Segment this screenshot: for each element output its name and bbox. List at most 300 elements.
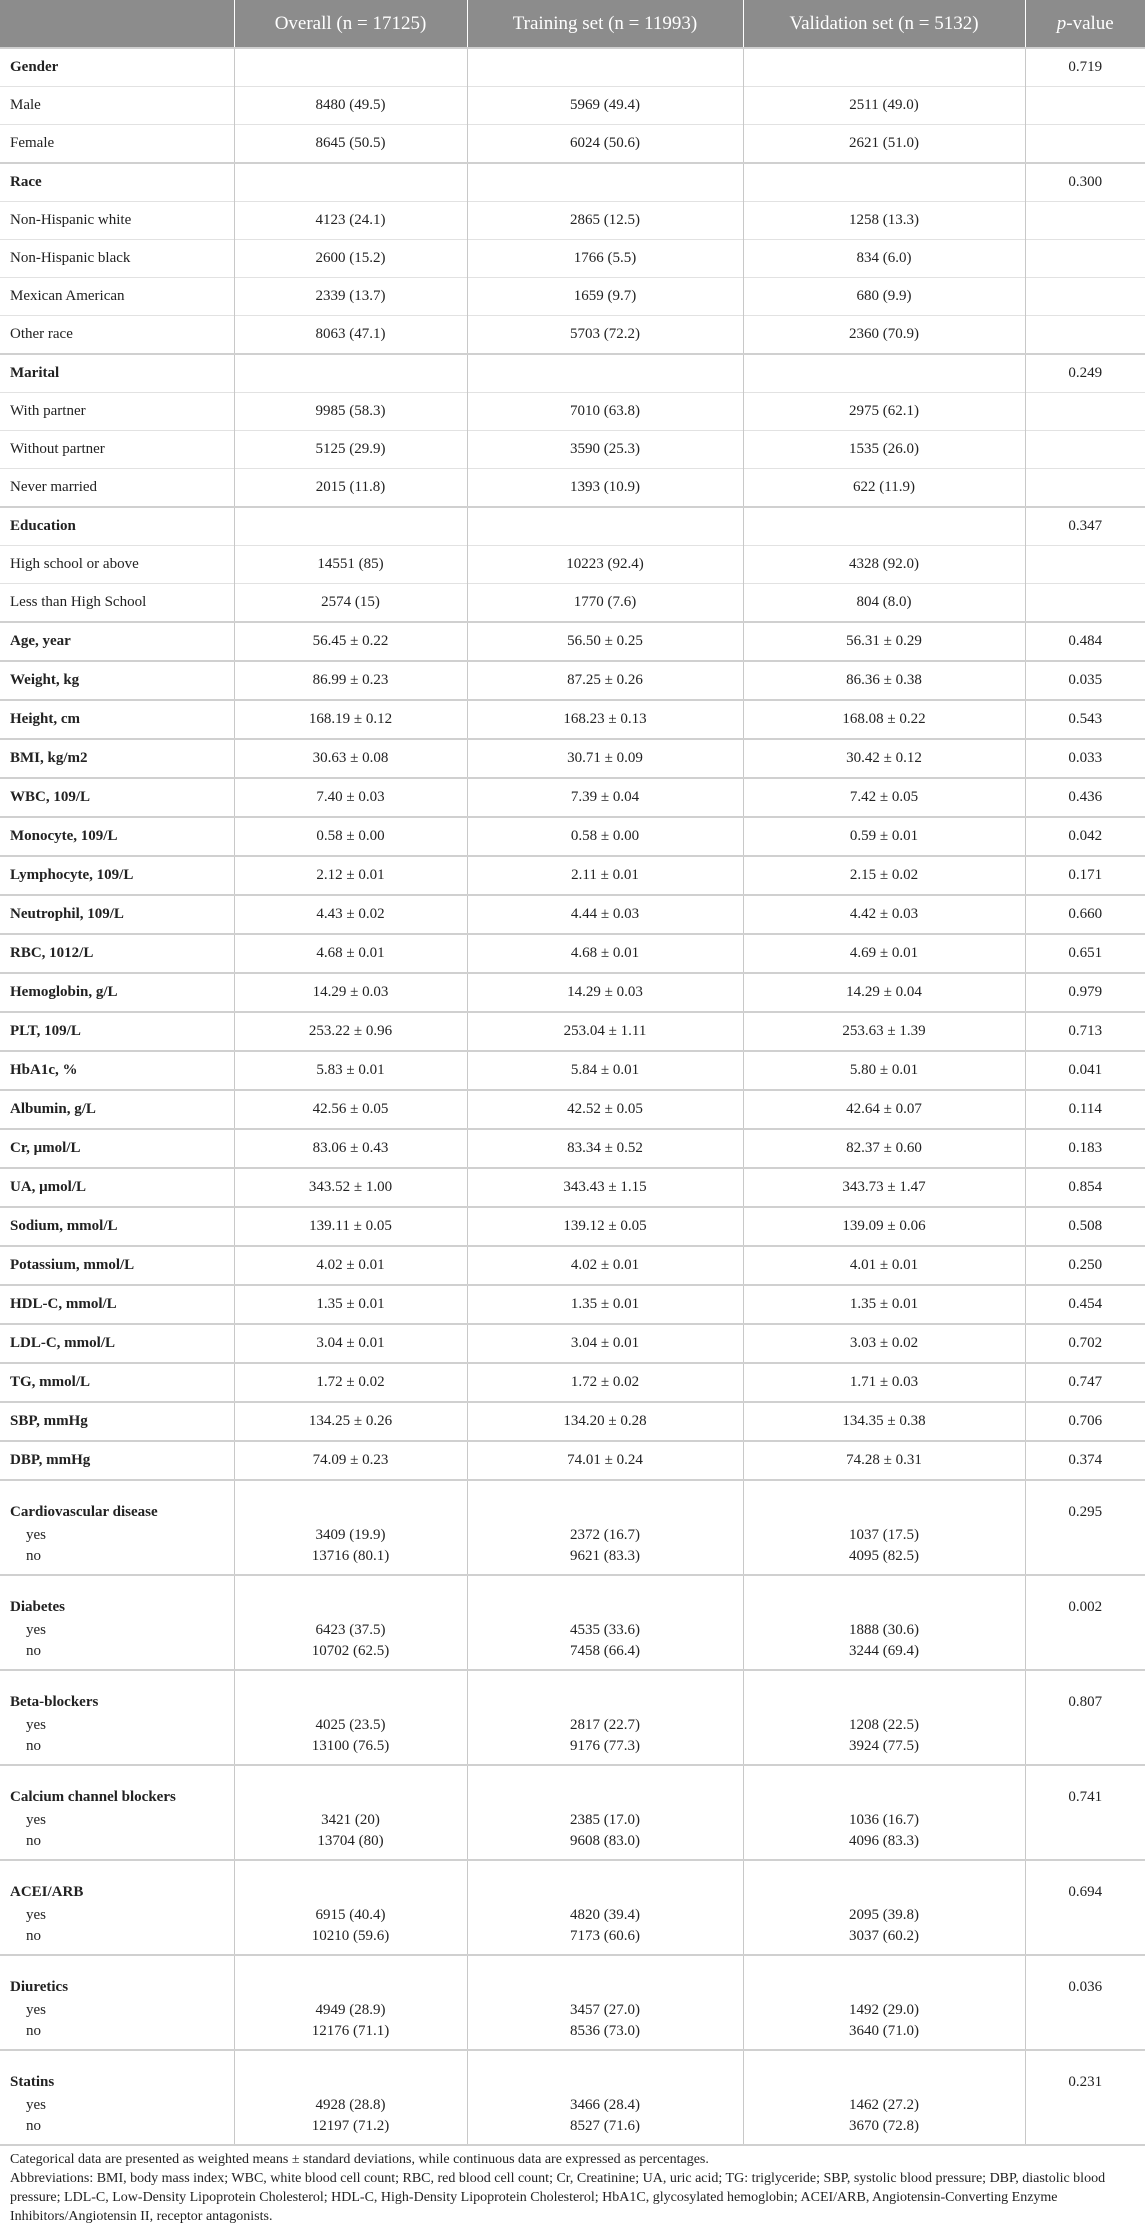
variable-label: Lymphocyte, 109/L	[0, 856, 234, 895]
header-p-letter: p	[1056, 12, 1067, 34]
p-value-cell: 0.719	[1025, 48, 1145, 87]
header-validation: Validation set (n = 5132)	[743, 0, 1025, 48]
empty-cell	[1025, 125, 1145, 164]
validation-cell: 4.69 ± 0.01	[743, 934, 1025, 973]
training-cell: 0.58 ± 0.00	[467, 817, 743, 856]
empty-cell	[1025, 1523, 1145, 1548]
category-row	[0, 393, 1145, 431]
training-cell: 1659 (9.7)	[467, 278, 743, 316]
overall-cell: 14551 (85)	[234, 546, 467, 584]
overall-cell: 12197 (71.2)	[234, 2118, 467, 2144]
overall-cell: 10210 (59.6)	[234, 1928, 467, 1955]
empty-cell	[1025, 240, 1145, 278]
binary-yes-row	[0, 1713, 1145, 1738]
training-cell: 4820 (39.4)	[467, 1903, 743, 1928]
p-value-cell: 0.347	[1025, 507, 1145, 546]
group-label: Diabetes	[0, 1575, 234, 1618]
validation-cell: 14.29 ± 0.04	[743, 973, 1025, 1012]
overall-cell: 14.29 ± 0.03	[234, 973, 467, 1012]
overall-cell: 253.22 ± 0.96	[234, 1012, 467, 1051]
p-value-cell: 0.114	[1025, 1090, 1145, 1129]
p-value-cell: 0.171	[1025, 856, 1145, 895]
continuous-row	[0, 700, 1145, 739]
empty-cell	[467, 1670, 743, 1713]
training-cell: 9176 (77.3)	[467, 1738, 743, 1765]
training-cell: 8527 (71.6)	[467, 2118, 743, 2144]
variable-label: Age, year	[0, 622, 234, 661]
continuous-row	[0, 1402, 1145, 1441]
empty-cell	[234, 354, 467, 393]
category-label: no	[26, 1833, 41, 1849]
variable-label: Hemoglobin, g/L	[0, 973, 234, 1012]
continuous-row	[0, 1246, 1145, 1285]
training-cell: 4.68 ± 0.01	[467, 934, 743, 973]
empty-cell	[1025, 1738, 1145, 1765]
p-value-cell: 0.035	[1025, 661, 1145, 700]
training-cell: 134.20 ± 0.28	[467, 1402, 743, 1441]
empty-cell	[1025, 202, 1145, 240]
overall-cell: 10702 (62.5)	[234, 1643, 467, 1670]
validation-cell: 3.03 ± 0.02	[743, 1324, 1025, 1363]
validation-cell: 3640 (71.0)	[743, 2023, 1025, 2050]
training-cell: 1766 (5.5)	[467, 240, 743, 278]
overall-cell: 12176 (71.1)	[234, 2023, 467, 2050]
variable-label: Cr, μmol/L	[0, 1129, 234, 1168]
variable-label: Height, cm	[0, 700, 234, 739]
validation-cell: 3924 (77.5)	[743, 1738, 1025, 1765]
training-cell: 2.11 ± 0.01	[467, 856, 743, 895]
overall-cell: 5.83 ± 0.01	[234, 1051, 467, 1090]
overall-cell: 30.63 ± 0.08	[234, 739, 467, 778]
variable-label: TG, mmol/L	[0, 1363, 234, 1402]
training-cell: 74.01 ± 0.24	[467, 1441, 743, 1480]
validation-cell: 3244 (69.4)	[743, 1643, 1025, 1670]
variable-label: SBP, mmHg	[0, 1402, 234, 1441]
group-label: ACEI/ARB	[0, 1860, 234, 1903]
continuous-row	[0, 778, 1145, 817]
overall-cell: 4949 (28.9)	[234, 1998, 467, 2023]
empty-cell	[467, 354, 743, 393]
variable-label: HDL-C, mmol/L	[0, 1285, 234, 1324]
category-label: no	[26, 1643, 41, 1659]
p-value-cell: 0.295	[1025, 1480, 1145, 1523]
binary-group-header-row	[0, 1955, 1145, 1998]
empty-cell	[743, 1860, 1025, 1903]
variable-label: RBC, 1012/L	[0, 934, 234, 973]
training-cell: 139.12 ± 0.05	[467, 1207, 743, 1246]
empty-cell	[1025, 469, 1145, 508]
table-header-row	[0, 0, 1145, 48]
empty-cell	[1025, 2023, 1145, 2050]
continuous-row	[0, 1168, 1145, 1207]
continuous-row	[0, 1285, 1145, 1324]
empty-cell	[743, 48, 1025, 87]
overall-cell: 0.58 ± 0.00	[234, 817, 467, 856]
validation-cell: 0.59 ± 0.01	[743, 817, 1025, 856]
category-row	[0, 240, 1145, 278]
validation-cell: 168.08 ± 0.22	[743, 700, 1025, 739]
empty-cell	[467, 1480, 743, 1523]
empty-cell	[467, 163, 743, 202]
validation-cell: 134.35 ± 0.38	[743, 1402, 1025, 1441]
category-row	[0, 202, 1145, 240]
p-value-cell: 0.183	[1025, 1129, 1145, 1168]
header-variable	[0, 0, 234, 48]
validation-cell: 2095 (39.8)	[743, 1903, 1025, 1928]
validation-cell: 2360 (70.9)	[743, 316, 1025, 355]
overall-cell: 9985 (58.3)	[234, 393, 467, 431]
category-label: no	[26, 2023, 41, 2039]
category-label: yes	[26, 1622, 46, 1638]
category-label: no	[26, 1738, 41, 1754]
empty-cell	[467, 48, 743, 87]
empty-cell	[467, 1955, 743, 1998]
training-cell: 8536 (73.0)	[467, 2023, 743, 2050]
validation-cell: 4.42 ± 0.03	[743, 895, 1025, 934]
group-label: Gender	[0, 48, 234, 87]
overall-cell: 2339 (13.7)	[234, 278, 467, 316]
overall-cell: 13716 (80.1)	[234, 1548, 467, 1575]
category-label: With partner	[0, 393, 234, 431]
overall-cell: 8645 (50.5)	[234, 125, 467, 164]
binary-no-row	[0, 1928, 1145, 1955]
category-row	[0, 316, 1145, 355]
variable-label: WBC, 109/L	[0, 778, 234, 817]
category-label: Male	[0, 87, 234, 125]
empty-cell	[743, 1575, 1025, 1618]
validation-cell: 1462 (27.2)	[743, 2093, 1025, 2118]
overall-cell: 83.06 ± 0.43	[234, 1129, 467, 1168]
p-value-cell: 0.041	[1025, 1051, 1145, 1090]
category-label: High school or above	[0, 546, 234, 584]
overall-cell: 2574 (15)	[234, 584, 467, 623]
binary-yes-row	[0, 1998, 1145, 2023]
category-label: no	[26, 1548, 41, 1564]
empty-cell	[234, 1860, 467, 1903]
training-cell: 3.04 ± 0.01	[467, 1324, 743, 1363]
binary-no-row	[0, 1738, 1145, 1765]
continuous-row	[0, 739, 1145, 778]
variable-label: Monocyte, 109/L	[0, 817, 234, 856]
validation-cell: 622 (11.9)	[743, 469, 1025, 508]
training-cell: 7458 (66.4)	[467, 1643, 743, 1670]
validation-cell: 4.01 ± 0.01	[743, 1246, 1025, 1285]
training-cell: 1.72 ± 0.02	[467, 1363, 743, 1402]
overall-cell: 13100 (76.5)	[234, 1738, 467, 1765]
variable-label: Neutrophil, 109/L	[0, 895, 234, 934]
empty-cell	[234, 507, 467, 546]
overall-cell: 1.72 ± 0.02	[234, 1363, 467, 1402]
validation-cell: 2.15 ± 0.02	[743, 856, 1025, 895]
empty-cell	[234, 1480, 467, 1523]
overall-cell: 13704 (80)	[234, 1833, 467, 1860]
binary-yes-row	[0, 1808, 1145, 1833]
training-cell: 30.71 ± 0.09	[467, 739, 743, 778]
continuous-row	[0, 1012, 1145, 1051]
training-cell: 4.44 ± 0.03	[467, 895, 743, 934]
continuous-row	[0, 1441, 1145, 1480]
continuous-row	[0, 934, 1145, 973]
continuous-row	[0, 895, 1145, 934]
header-p-value	[1025, 0, 1145, 48]
variable-label: PLT, 109/L	[0, 1012, 234, 1051]
category-label: yes	[26, 1717, 46, 1733]
overall-cell: 4.68 ± 0.01	[234, 934, 467, 973]
category-label: Mexican American	[0, 278, 234, 316]
overall-cell: 168.19 ± 0.12	[234, 700, 467, 739]
continuous-row	[0, 1207, 1145, 1246]
group-label: Statins	[0, 2050, 234, 2093]
validation-cell: 42.64 ± 0.07	[743, 1090, 1025, 1129]
binary-no-row	[0, 1833, 1145, 1860]
overall-cell: 343.52 ± 1.00	[234, 1168, 467, 1207]
variable-label: LDL-C, mmol/L	[0, 1324, 234, 1363]
variable-label: UA, μmol/L	[0, 1168, 234, 1207]
category-label: no	[26, 1928, 41, 1944]
binary-no-row	[0, 1643, 1145, 1670]
empty-cell	[1025, 2093, 1145, 2118]
p-value-cell: 0.713	[1025, 1012, 1145, 1051]
training-cell: 7173 (60.6)	[467, 1928, 743, 1955]
training-cell: 4535 (33.6)	[467, 1618, 743, 1643]
p-value-cell: 0.042	[1025, 817, 1145, 856]
continuous-row	[0, 856, 1145, 895]
overall-cell: 86.99 ± 0.23	[234, 661, 467, 700]
empty-cell	[743, 163, 1025, 202]
empty-cell	[743, 1480, 1025, 1523]
validation-cell: 1037 (17.5)	[743, 1523, 1025, 1548]
binary-group-header-row	[0, 2050, 1145, 2093]
overall-cell: 5125 (29.9)	[234, 431, 467, 469]
header-p-suffix: -value	[1066, 12, 1114, 34]
footnote-data-description: Categorical data are presented as weighted means ± standard deviations, while continuous data are expressed as percentages.	[10, 2152, 709, 2167]
p-value-cell: 0.484	[1025, 622, 1145, 661]
validation-cell: 4095 (82.5)	[743, 1548, 1025, 1575]
training-cell: 10223 (92.4)	[467, 546, 743, 584]
binary-group-header-row	[0, 1480, 1145, 1523]
continuous-row	[0, 1363, 1145, 1402]
category-label: yes	[26, 2097, 46, 2113]
validation-cell: 2621 (51.0)	[743, 125, 1025, 164]
validation-cell: 86.36 ± 0.38	[743, 661, 1025, 700]
group-label: Marital	[0, 354, 234, 393]
validation-cell: 3037 (60.2)	[743, 1928, 1025, 1955]
category-label: Never married	[0, 469, 234, 508]
category-row	[0, 87, 1145, 125]
category-label: Female	[0, 125, 234, 164]
group-label: Diuretics	[0, 1955, 234, 1998]
continuous-row	[0, 661, 1145, 700]
validation-cell: 3670 (72.8)	[743, 2118, 1025, 2144]
group-label: Cardiovascular disease	[0, 1480, 234, 1523]
p-value-cell: 0.436	[1025, 778, 1145, 817]
p-value-cell: 0.374	[1025, 1441, 1145, 1480]
p-value-cell: 0.854	[1025, 1168, 1145, 1207]
validation-cell: 1888 (30.6)	[743, 1618, 1025, 1643]
overall-cell: 56.45 ± 0.22	[234, 622, 467, 661]
header-overall: Overall (n = 17125)	[234, 0, 467, 48]
training-cell: 1770 (7.6)	[467, 584, 743, 623]
training-cell: 3590 (25.3)	[467, 431, 743, 469]
empty-cell	[1025, 87, 1145, 125]
continuous-row	[0, 1324, 1145, 1363]
validation-cell: 7.42 ± 0.05	[743, 778, 1025, 817]
validation-cell: 680 (9.9)	[743, 278, 1025, 316]
binary-no-row	[0, 1548, 1145, 1575]
empty-cell	[1025, 1713, 1145, 1738]
category-label: Less than High School	[0, 584, 234, 623]
overall-cell: 2600 (15.2)	[234, 240, 467, 278]
validation-cell: 804 (8.0)	[743, 584, 1025, 623]
p-value-cell: 0.508	[1025, 1207, 1145, 1246]
overall-cell: 42.56 ± 0.05	[234, 1090, 467, 1129]
empty-cell	[1025, 1808, 1145, 1833]
category-row	[0, 431, 1145, 469]
training-cell: 5969 (49.4)	[467, 87, 743, 125]
footnote-abbreviations: Abbreviations: BMI, body mass index; WBC, white blood cell count; RBC, red blood cell count; Cr, Creatinine; UA, uric acid; TG: triglyceride; SBP, systolic blood pressure; DBP, diastolic blood pressure; LDL-C, Low-Density Lipoprotein Cholesterol; HDL-C, High-Density Lipoprotein Cholesterol; HbA1C, glycosylated hemoglobin; ACEI/ARB, Angiotensin-Converting Enzyme Inhibitors/Angiotensin II, receptor antagonists.	[10, 2171, 1106, 2224]
training-cell: 5.84 ± 0.01	[467, 1051, 743, 1090]
empty-cell	[1025, 584, 1145, 623]
variable-label: BMI, kg/m2	[0, 739, 234, 778]
binary-yes-row	[0, 2093, 1145, 2118]
overall-cell: 3409 (19.9)	[234, 1523, 467, 1548]
table-body	[0, 48, 1145, 2144]
empty-cell	[467, 1860, 743, 1903]
empty-cell	[743, 507, 1025, 546]
category-label: yes	[26, 2002, 46, 2018]
overall-cell: 4.02 ± 0.01	[234, 1246, 467, 1285]
p-value-cell: 0.033	[1025, 739, 1145, 778]
binary-yes-row	[0, 1903, 1145, 1928]
p-value-cell: 0.231	[1025, 2050, 1145, 2093]
validation-cell: 5.80 ± 0.01	[743, 1051, 1025, 1090]
binary-no-row	[0, 2118, 1145, 2144]
group-label: Beta-blockers	[0, 1670, 234, 1713]
p-value-cell: 0.300	[1025, 163, 1145, 202]
validation-cell: 1.35 ± 0.01	[743, 1285, 1025, 1324]
p-value-cell: 0.706	[1025, 1402, 1145, 1441]
empty-cell	[1025, 1833, 1145, 1860]
empty-cell	[467, 1765, 743, 1808]
category-label: Without partner	[0, 431, 234, 469]
binary-yes-row	[0, 1523, 1145, 1548]
empty-cell	[1025, 393, 1145, 431]
training-cell: 14.29 ± 0.03	[467, 973, 743, 1012]
training-cell: 2817 (22.7)	[467, 1713, 743, 1738]
validation-cell: 1.71 ± 0.03	[743, 1363, 1025, 1402]
p-value-cell: 0.807	[1025, 1670, 1145, 1713]
category-label: yes	[26, 1812, 46, 1828]
empty-cell	[1025, 278, 1145, 316]
empty-cell	[234, 1955, 467, 1998]
variable-label: Albumin, g/L	[0, 1090, 234, 1129]
p-value-cell: 0.694	[1025, 1860, 1145, 1903]
empty-cell	[1025, 1903, 1145, 1928]
category-label: yes	[26, 1527, 46, 1543]
category-row	[0, 546, 1145, 584]
empty-cell	[1025, 1643, 1145, 1670]
overall-cell: 139.11 ± 0.05	[234, 1207, 467, 1246]
training-cell: 253.04 ± 1.11	[467, 1012, 743, 1051]
validation-cell: 56.31 ± 0.29	[743, 622, 1025, 661]
category-row	[0, 469, 1145, 508]
overall-cell: 6915 (40.4)	[234, 1903, 467, 1928]
empty-cell	[1025, 1548, 1145, 1575]
empty-cell	[234, 1765, 467, 1808]
empty-cell	[743, 354, 1025, 393]
validation-cell: 82.37 ± 0.60	[743, 1129, 1025, 1168]
empty-cell	[234, 163, 467, 202]
p-value-cell: 0.741	[1025, 1765, 1145, 1808]
p-value-cell: 0.250	[1025, 1246, 1145, 1285]
empty-cell	[467, 507, 743, 546]
overall-cell: 3421 (20)	[234, 1808, 467, 1833]
empty-cell	[743, 1765, 1025, 1808]
category-row	[0, 278, 1145, 316]
p-value-cell: 0.979	[1025, 973, 1145, 1012]
continuous-row	[0, 973, 1145, 1012]
group-header-row	[0, 48, 1145, 87]
validation-cell: 1036 (16.7)	[743, 1808, 1025, 1833]
overall-cell: 8480 (49.5)	[234, 87, 467, 125]
empty-cell	[1025, 316, 1145, 355]
training-cell: 2372 (16.7)	[467, 1523, 743, 1548]
validation-cell: 30.42 ± 0.12	[743, 739, 1025, 778]
p-value-cell: 0.651	[1025, 934, 1145, 973]
empty-cell	[743, 1670, 1025, 1713]
p-value-cell: 0.543	[1025, 700, 1145, 739]
validation-cell: 74.28 ± 0.31	[743, 1441, 1025, 1480]
training-cell: 3466 (28.4)	[467, 2093, 743, 2118]
training-cell: 5703 (72.2)	[467, 316, 743, 355]
training-cell: 1393 (10.9)	[467, 469, 743, 508]
training-cell: 343.43 ± 1.15	[467, 1168, 743, 1207]
training-cell: 56.50 ± 0.25	[467, 622, 743, 661]
empty-cell	[743, 1955, 1025, 1998]
validation-cell: 2975 (62.1)	[743, 393, 1025, 431]
training-cell: 6024 (50.6)	[467, 125, 743, 164]
validation-cell: 1535 (26.0)	[743, 431, 1025, 469]
overall-cell: 4025 (23.5)	[234, 1713, 467, 1738]
training-cell: 7.39 ± 0.04	[467, 778, 743, 817]
empty-cell	[467, 2050, 743, 2093]
validation-cell: 4328 (92.0)	[743, 546, 1025, 584]
category-row	[0, 584, 1145, 623]
overall-cell: 4.43 ± 0.02	[234, 895, 467, 934]
training-cell: 2865 (12.5)	[467, 202, 743, 240]
overall-cell: 134.25 ± 0.26	[234, 1402, 467, 1441]
empty-cell	[1025, 1618, 1145, 1643]
p-value-cell: 0.702	[1025, 1324, 1145, 1363]
overall-cell: 3.04 ± 0.01	[234, 1324, 467, 1363]
p-value-cell: 0.660	[1025, 895, 1145, 934]
variable-label: Weight, kg	[0, 661, 234, 700]
group-header-row	[0, 507, 1145, 546]
p-value-cell: 0.249	[1025, 354, 1145, 393]
category-label: Non-Hispanic black	[0, 240, 234, 278]
p-value-cell: 0.454	[1025, 1285, 1145, 1324]
overall-cell: 6423 (37.5)	[234, 1618, 467, 1643]
category-label: yes	[26, 1907, 46, 1923]
continuous-row	[0, 1051, 1145, 1090]
header-training: Training set (n = 11993)	[467, 0, 743, 48]
empty-cell	[1025, 431, 1145, 469]
p-value-cell: 0.747	[1025, 1363, 1145, 1402]
training-cell: 1.35 ± 0.01	[467, 1285, 743, 1324]
group-label: Calcium channel blockers	[0, 1765, 234, 1808]
continuous-row	[0, 1129, 1145, 1168]
group-label: Race	[0, 163, 234, 202]
